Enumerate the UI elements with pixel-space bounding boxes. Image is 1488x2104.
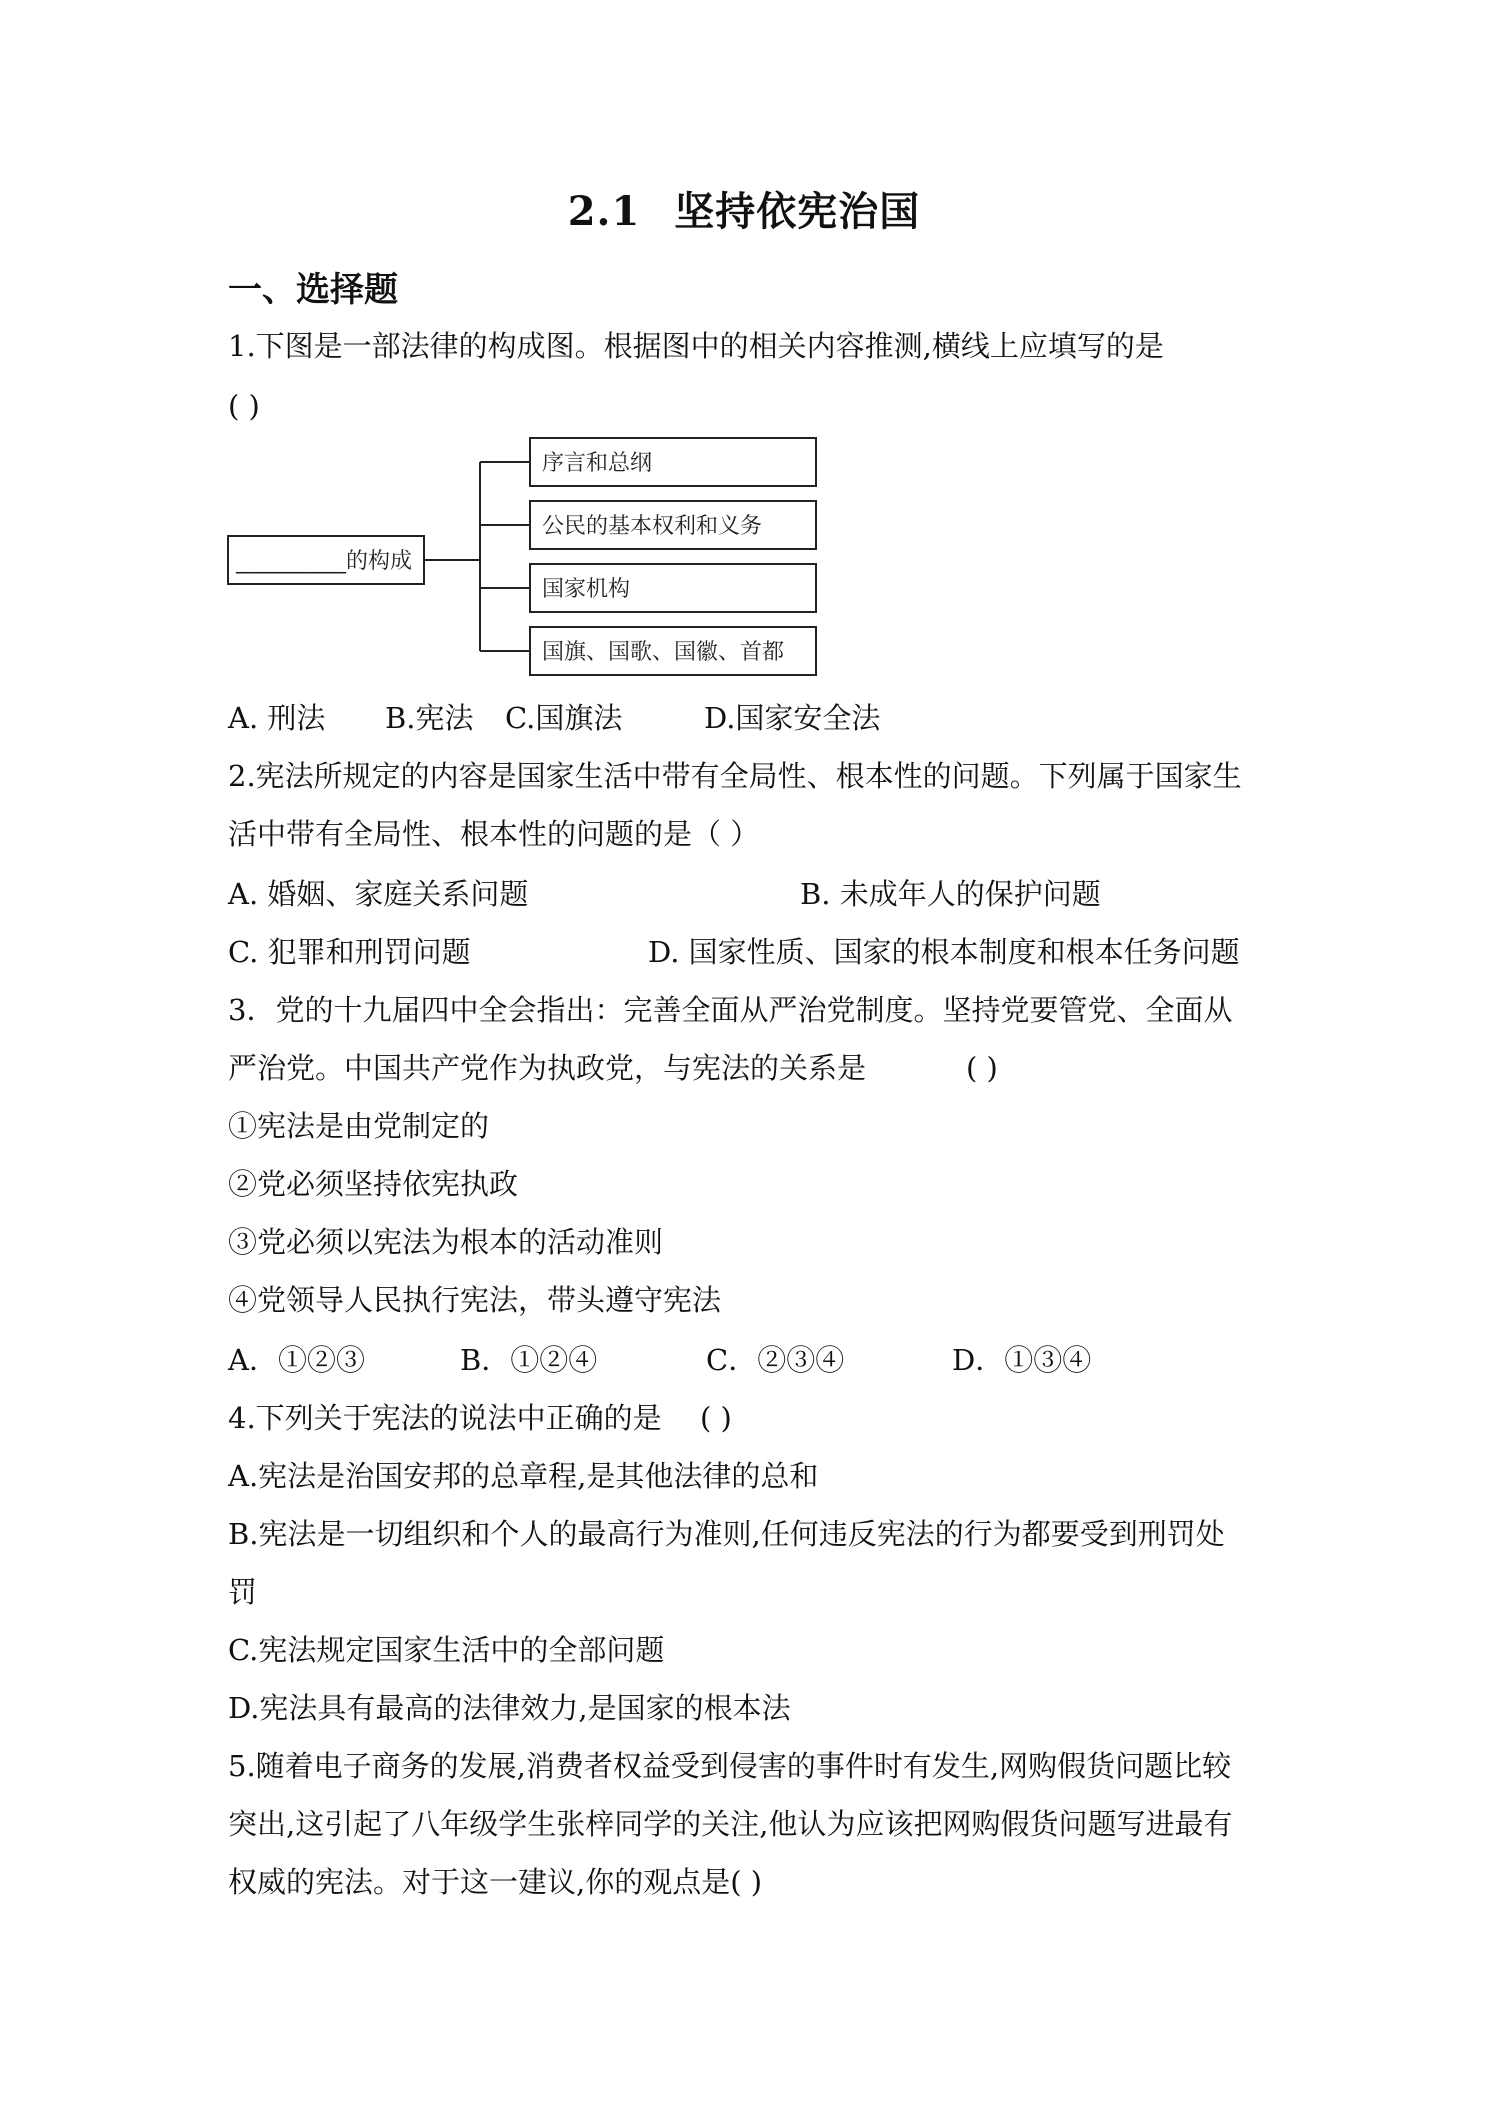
q2-stem-line2: 活中带有全局性、根本性的问题的是（ ） (228, 817, 760, 851)
q1-stem-line2: ( ) (228, 389, 260, 423)
q1-stem-line1: 1.下图是一部法律的构成图。根据图中的相关内容推测,横线上应填写的是 (228, 329, 1164, 363)
diagram-branch-label: 公民的基本权利和义务 (542, 514, 763, 539)
diagram-root-label: __________的构成 (236, 549, 413, 574)
q4-option-d: D.宪法具有最高的法律效力,是国家的根本法 (228, 1691, 791, 1725)
title-text: 坚持依宪治国 (674, 188, 921, 235)
q4-option-b-continued: 罚 (228, 1575, 258, 1609)
diagram-branch-label: 国家机构 (542, 577, 631, 602)
q4-stem: 4.下列关于宪法的说法中正确的是 (228, 1401, 662, 1435)
q1-option-b: B.宪法 (385, 701, 474, 735)
q1-option-d: D.国家安全法 (704, 701, 881, 735)
q2-option-c: C. 犯罪和刑罚问题 (228, 935, 471, 969)
q2-option-a: A. 婚姻、家庭关系问题 (228, 877, 529, 911)
page-title (0, 180, 1488, 237)
q3-statement: ①宪法是由党制定的 (228, 1109, 490, 1143)
q5-stem-line2: 突出,这引起了八年级学生张梓同学的关注,他认为应该把网购假货问题写进最有 (228, 1807, 1233, 1841)
q4-option-b: B.宪法是一切组织和个人的最高行为准则,任何违反宪法的行为都要受到刑罚处 (228, 1517, 1225, 1551)
diagram-branch-label: 国旗、国歌、国徽、首都 (542, 640, 785, 665)
q1-option-c: C.国旗法 (505, 701, 623, 735)
q3-answer-blank: ( ) (966, 1051, 998, 1085)
q3-option-c: C．②③④ (706, 1343, 845, 1377)
q4-answer-blank: ( ) (700, 1401, 732, 1435)
law-structure-diagram (224, 430, 824, 680)
q3-option-d: D．①③④ (952, 1343, 1092, 1377)
section-heading: 一、选择题 (228, 270, 398, 310)
q2-option-d: D. 国家性质、国家的根本制度和根本任务问题 (648, 935, 1240, 969)
q5-stem-line3: 权威的宪法。对于这一建议,你的观点是( ) (228, 1865, 763, 1899)
q3-stem-line1: 3．党的十九届四中全会指出：完善全面从严治党制度。坚持党要管党、全面从 (228, 993, 1233, 1027)
q2-option-b: B. 未成年人的保护问题 (800, 877, 1101, 911)
q5-stem-line1: 5.随着电子商务的发展,消费者权益受到侵害的事件时有发生,网购假货问题比较 (228, 1749, 1232, 1783)
q1-option-a: A. 刑法 (228, 701, 326, 735)
q4-option-a: A.宪法是治国安邦的总章程,是其他法律的总和 (228, 1459, 819, 1493)
q3-option-a: A．①②③ (228, 1343, 365, 1377)
q3-stem-line2: 严治党。中国共产党作为执政党，与宪法的关系是 (228, 1051, 867, 1085)
diagram-branch-label: 序言和总纲 (542, 451, 653, 476)
q3-statement: ④党领导人民执行宪法，带头遵守宪法 (228, 1283, 722, 1317)
q3-statement: ②党必须坚持依宪执政 (228, 1167, 519, 1201)
q3-statement: ③党必须以宪法为根本的活动准则 (228, 1225, 664, 1259)
q2-stem-line1: 2.宪法所规定的内容是国家生活中带有全局性、根本性的问题。下列属于国家生 (228, 759, 1242, 793)
q3-option-b: B．①②④ (460, 1343, 598, 1377)
title-number: 2.1 (567, 188, 641, 235)
q4-option-c: C.宪法规定国家生活中的全部问题 (228, 1633, 665, 1667)
